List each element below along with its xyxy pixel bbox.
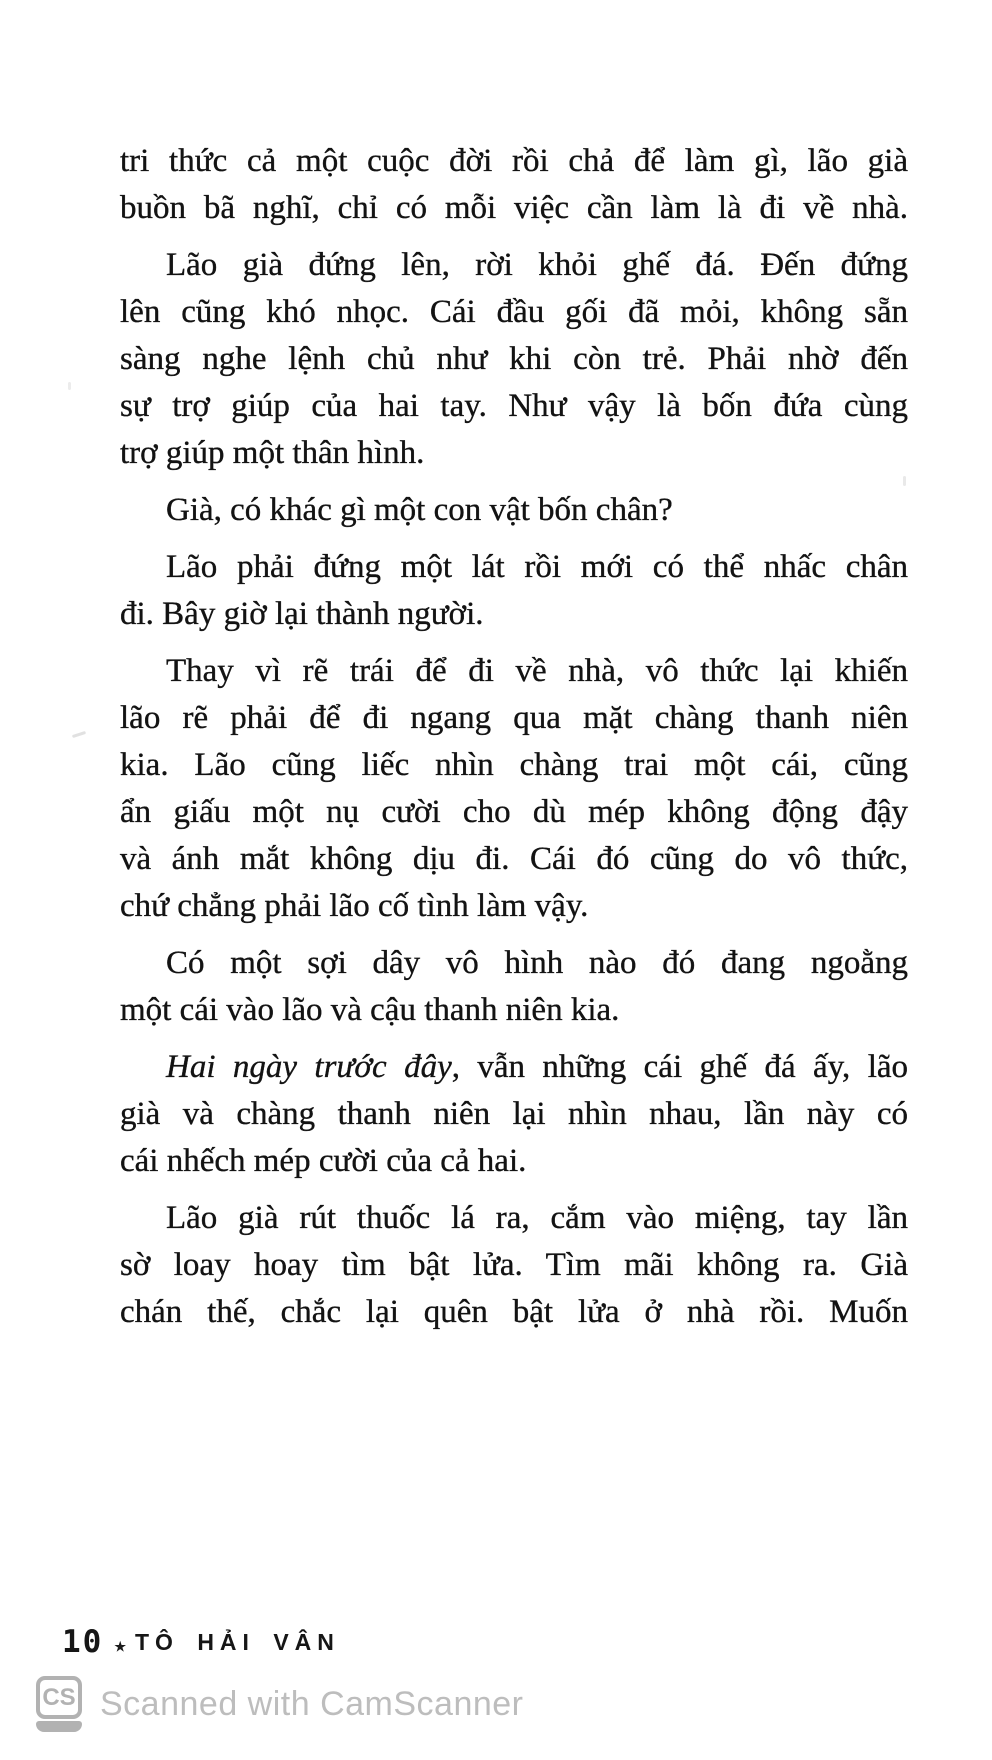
scan-artifact — [72, 731, 86, 738]
text-line: ẩn giấu một nụ cười cho dù mép không động đậy — [120, 794, 908, 830]
camscanner-watermark — [36, 1676, 524, 1732]
text-line: cái nhếch mép cười của cả hai. — [120, 1143, 527, 1179]
camscanner-icon — [36, 1676, 82, 1732]
paragraph — [120, 940, 908, 1034]
scan-artifact — [68, 382, 71, 390]
text-line: Lão phải đứng một lát rồi mới có thể nhấc chân — [166, 549, 908, 585]
text-line: Già, có khác gì một con vật bốn chân? — [166, 492, 673, 528]
text-line: Có một sợi dây vô hình nào đó đang ngoằng — [166, 945, 908, 981]
watermark-label: Scanned with CamScanner — [100, 1684, 524, 1723]
paragraph — [120, 487, 908, 534]
camscanner-icon-band — [36, 1721, 82, 1732]
text-line: già và chàng thanh niên lại nhìn nhau, lần này có — [120, 1096, 908, 1132]
paragraph — [120, 1044, 908, 1185]
text-line: sờ loay hoay tìm bật lửa. Tìm mãi không ra. Già — [120, 1247, 908, 1283]
text-line: sự trợ giúp của hai tay. Như vậy là bốn đứa cùng — [120, 388, 908, 424]
text-line: buồn bã nghĩ, chỉ có mỗi việc cần làm là đi về nhà. — [120, 190, 908, 226]
page-footer — [62, 1624, 340, 1660]
camscanner-icon-letters: CS — [42, 1683, 76, 1711]
text-line: lão rẽ phải để đi ngang qua mặt chàng thanh niên — [120, 700, 908, 736]
paragraph — [120, 138, 908, 232]
text-line: kia. Lão cũng liếc nhìn chàng trai một cái, cũng — [120, 747, 908, 783]
text-line: chứ chẳng phải lão cố tình làm vậy. — [120, 888, 589, 924]
text-line: Hai ngày trước đây, vẫn những cái ghế đá ấy, lão — [166, 1049, 909, 1085]
text-line: Lão già đứng lên, rời khỏi ghế đá. Đến đứng — [166, 247, 908, 283]
paragraph — [120, 648, 908, 930]
text-line: lên cũng khó nhọc. Cái đầu gối đã mỏi, không sẵn — [120, 294, 908, 330]
page-number: 10 — [62, 1624, 104, 1660]
text-line: chán thế, chắc lại quên bật lửa ở nhà rồi. Muốn — [120, 1294, 908, 1330]
text-line: Lão già rút thuốc lá ra, cắm vào miệng, tay lần — [166, 1200, 908, 1236]
text-line: Thay vì rẽ trái để đi về nhà, vô thức lại khiến — [166, 653, 908, 689]
text-line: một cái vào lão và cậu thanh niên kia. — [120, 992, 620, 1028]
text-line: sàng nghe lệnh chủ như khi còn trẻ. Phải nhờ đến — [120, 341, 908, 377]
paragraph — [120, 544, 908, 638]
paragraph — [120, 1195, 908, 1336]
text-line: tri thức cả một cuộc đời rồi chả để làm gì, lão già — [120, 143, 908, 179]
paragraph — [120, 242, 908, 477]
scan-artifact — [903, 476, 906, 486]
author-name: TÔ HẢI VÂN — [134, 1628, 340, 1655]
text-line: đi. Bây giờ lại thành người. — [120, 596, 484, 632]
text-line: trợ giúp một thân hình. — [120, 435, 425, 471]
text-line: và ánh mắt không dịu đi. Cái đó cũng do vô thức, — [120, 841, 908, 877]
star-icon: ★ — [114, 1639, 126, 1654]
italic-phrase: Hai ngày trước đây — [166, 1049, 452, 1085]
text-block — [120, 138, 908, 1336]
